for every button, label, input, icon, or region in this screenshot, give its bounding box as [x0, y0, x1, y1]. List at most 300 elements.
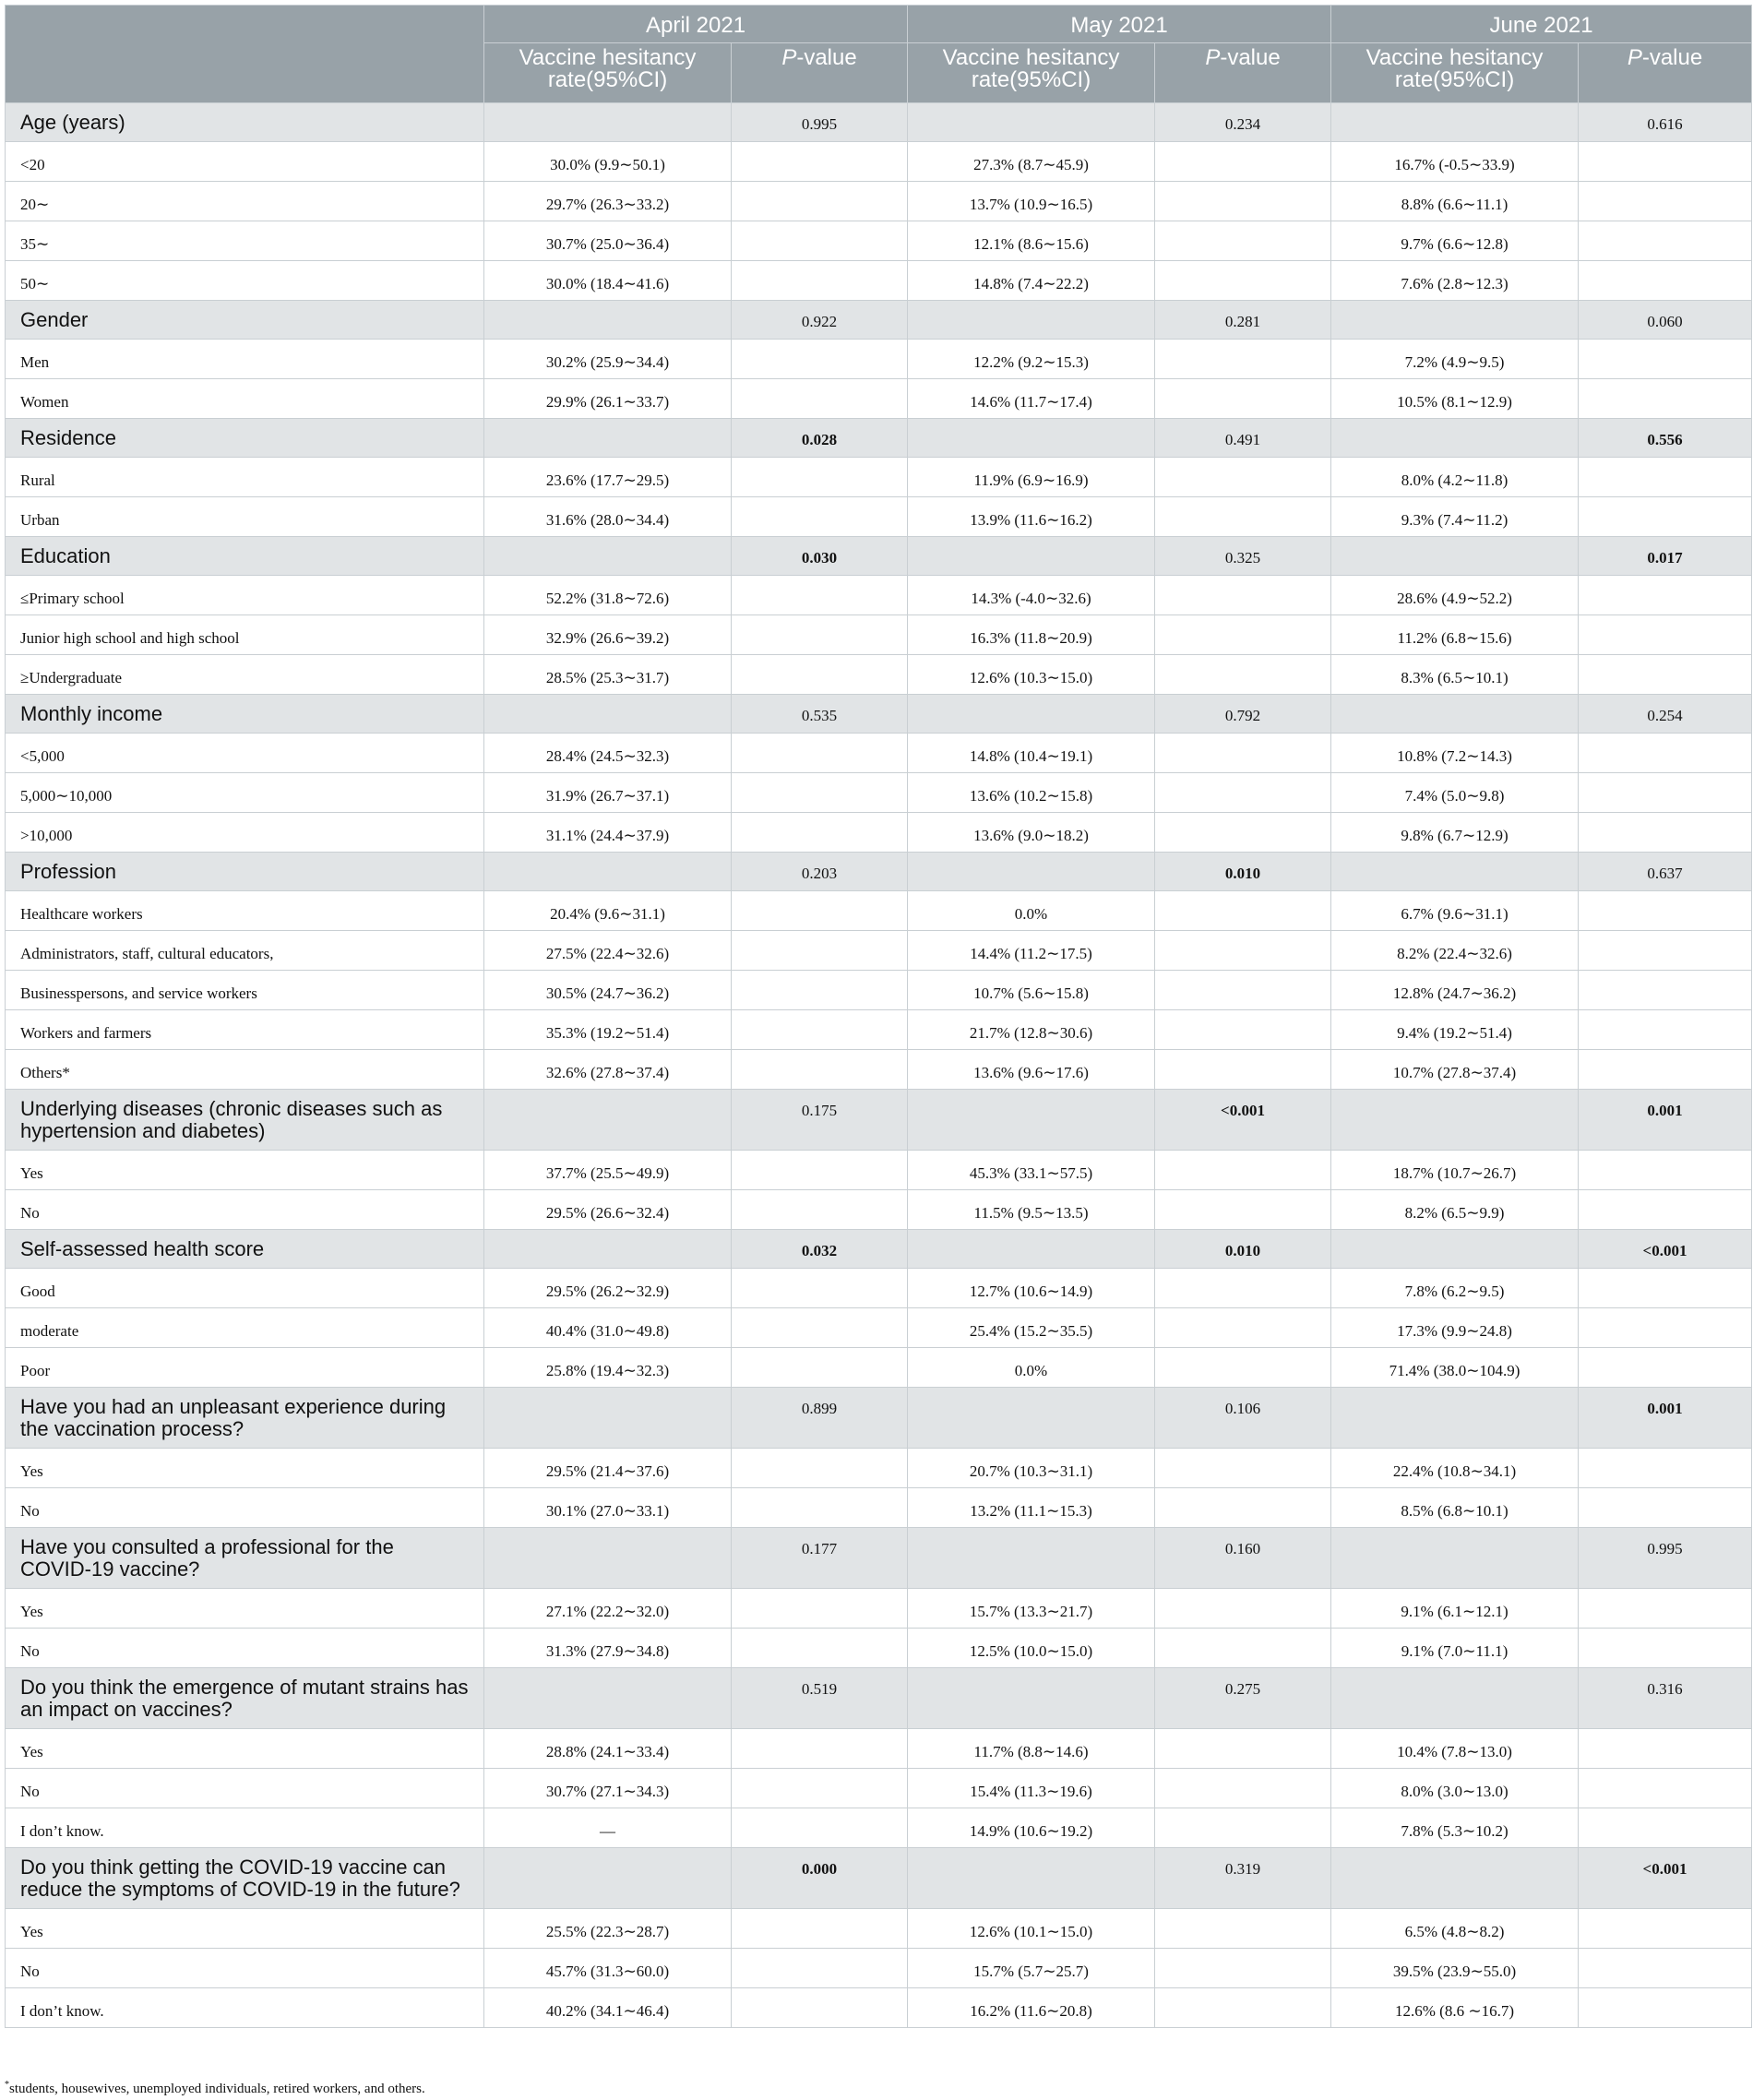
- p-value-empty-cell: [1579, 891, 1752, 931]
- hesitancy-rate-cell: 12.6% (8.6 ∼16.7): [1331, 1988, 1579, 2028]
- hesitancy-rate-cell: 30.7% (27.1∼34.3): [484, 1769, 732, 1808]
- p-italic: P: [1627, 45, 1642, 70]
- p-value-empty-cell: [1155, 379, 1331, 419]
- hesitancy-rate-cell: 8.2% (6.5∼9.9): [1331, 1190, 1579, 1230]
- p-value-empty-cell: [732, 1988, 908, 2028]
- table-row: [6, 1449, 1752, 1488]
- hesitancy-rate-cell: 13.6% (9.6∼17.6): [908, 1050, 1155, 1090]
- p-value-cell: 0.028: [732, 419, 908, 458]
- p-value-cell: 0.275: [1155, 1668, 1331, 1729]
- p-value-cell: 0.001: [1579, 1090, 1752, 1151]
- p-value-empty-cell: [1155, 1449, 1331, 1488]
- row-label: Rural: [6, 458, 484, 497]
- p-value-empty-cell: [732, 1308, 908, 1348]
- p-value-empty-cell: [1579, 1909, 1752, 1949]
- p-value-empty-cell: [1579, 1308, 1752, 1348]
- table-row: [6, 773, 1752, 813]
- p-value-cell: 0.637: [1579, 853, 1752, 891]
- hesitancy-rate-cell: 12.2% (9.2∼15.3): [908, 340, 1155, 379]
- hesitancy-rate-cell: 22.4% (10.8∼34.1): [1331, 1449, 1579, 1488]
- p-value-empty-cell: [732, 261, 908, 301]
- p-value-empty-cell: [1155, 340, 1331, 379]
- hesitancy-rate-cell: 27.1% (22.2∼32.0): [484, 1589, 732, 1629]
- table-row: [6, 1729, 1752, 1769]
- row-label: Others*: [6, 1050, 484, 1090]
- section-empty-cell: [484, 103, 732, 142]
- p-value-cell: 0.177: [732, 1528, 908, 1589]
- section-empty-cell: [1331, 1388, 1579, 1449]
- p-value-empty-cell: [1155, 261, 1331, 301]
- hesitancy-rate-cell: 25.4% (15.2∼35.5): [908, 1308, 1155, 1348]
- hesitancy-rate-cell: 14.6% (11.7∼17.4): [908, 379, 1155, 419]
- section-header-row: [6, 1668, 1752, 1729]
- table-row: [6, 1589, 1752, 1629]
- p-value-cell: 0.060: [1579, 301, 1752, 340]
- p-value-cell: 0.535: [732, 695, 908, 734]
- hesitancy-rate-cell: 12.6% (10.3∼15.0): [908, 655, 1155, 695]
- p-value-cell: 0.017: [1579, 537, 1752, 576]
- hesitancy-rate-cell: 30.2% (25.9∼34.4): [484, 340, 732, 379]
- row-label: Junior high school and high school: [6, 615, 484, 655]
- p-value-empty-cell: [1579, 1488, 1752, 1528]
- p-value-cell: 0.000: [732, 1848, 908, 1909]
- hesitancy-rate-cell: 9.8% (6.7∼12.9): [1331, 813, 1579, 853]
- hesitancy-rate-cell: 40.4% (31.0∼49.8): [484, 1308, 732, 1348]
- hesitancy-rate-cell: 12.8% (24.7∼36.2): [1331, 971, 1579, 1010]
- p-value-empty-cell: [732, 1269, 908, 1308]
- p-value-column-header: [1155, 43, 1331, 103]
- table-row: [6, 1988, 1752, 2028]
- p-value-cell: 0.995: [732, 103, 908, 142]
- hesitancy-rate-cell: 11.5% (9.5∼13.5): [908, 1190, 1155, 1230]
- table-row: [6, 891, 1752, 931]
- p-value-empty-cell: [1155, 1050, 1331, 1090]
- p-value-empty-cell: [732, 1050, 908, 1090]
- p-value-empty-cell: [1579, 182, 1752, 221]
- p-value-empty-cell: [732, 1348, 908, 1388]
- p-value-empty-cell: [732, 142, 908, 182]
- p-value-cell: 0.519: [732, 1668, 908, 1729]
- section-empty-cell: [1331, 1230, 1579, 1269]
- hesitancy-rate-cell: 52.2% (31.8∼72.6): [484, 576, 732, 615]
- section-empty-cell: [908, 1230, 1155, 1269]
- section-empty-cell: [484, 537, 732, 576]
- table-row: [6, 1151, 1752, 1190]
- hesitancy-rate-cell: 12.7% (10.6∼14.9): [908, 1269, 1155, 1308]
- hesitancy-rate-cell: 30.1% (27.0∼33.1): [484, 1488, 732, 1528]
- p-value-empty-cell: [732, 1488, 908, 1528]
- hesitancy-rate-cell: 0.0%: [908, 891, 1155, 931]
- hesitancy-rate-cell: 9.3% (7.4∼11.2): [1331, 497, 1579, 537]
- hesitancy-rate-cell: 71.4% (38.0∼104.9): [1331, 1348, 1579, 1388]
- hesitancy-rate-cell: 29.5% (26.2∼32.9): [484, 1269, 732, 1308]
- p-value-empty-cell: [1155, 1488, 1331, 1528]
- hesitancy-rate-cell: 35.3% (19.2∼51.4): [484, 1010, 732, 1050]
- p-value-empty-cell: [1155, 971, 1331, 1010]
- table-row: [6, 1010, 1752, 1050]
- hesitancy-rate-cell: 14.8% (7.4∼22.2): [908, 261, 1155, 301]
- hesitancy-rate-cell: 11.9% (6.9∼16.9): [908, 458, 1155, 497]
- row-label: No: [6, 1488, 484, 1528]
- hesitancy-rate-cell: 13.2% (11.1∼15.3): [908, 1488, 1155, 1528]
- hesitancy-rate-cell: 45.3% (33.1∼57.5): [908, 1151, 1155, 1190]
- hesitancy-rate-cell: 39.5% (23.9∼55.0): [1331, 1949, 1579, 1988]
- p-value-empty-cell: [1579, 1988, 1752, 2028]
- hesitancy-rate-cell: 13.7% (10.9∼16.5): [908, 182, 1155, 221]
- p-value-empty-cell: [1579, 1808, 1752, 1848]
- p-value-cell: 0.616: [1579, 103, 1752, 142]
- p-value-empty-cell: [732, 655, 908, 695]
- section-empty-cell: [484, 301, 732, 340]
- row-label: 50∼: [6, 261, 484, 301]
- section-empty-cell: [484, 1090, 732, 1151]
- p-value-empty-cell: [1579, 1348, 1752, 1388]
- hesitancy-rate-cell: 9.7% (6.6∼12.8): [1331, 221, 1579, 261]
- table-row: [6, 1629, 1752, 1668]
- hesitancy-rate-cell: 27.3% (8.7∼45.9): [908, 142, 1155, 182]
- row-label: Yes: [6, 1589, 484, 1629]
- p-value-cell: <0.001: [1155, 1090, 1331, 1151]
- p-value-empty-cell: [1155, 1190, 1331, 1230]
- p-value-cell: 0.010: [1155, 1230, 1331, 1269]
- p-value-empty-cell: [1579, 931, 1752, 971]
- hesitancy-rate-cell: 10.8% (7.2∼14.3): [1331, 734, 1579, 773]
- section-empty-cell: [908, 1668, 1155, 1729]
- row-label: No: [6, 1190, 484, 1230]
- hesitancy-rate-cell: 8.0% (3.0∼13.0): [1331, 1769, 1579, 1808]
- section-header-row: [6, 301, 1752, 340]
- p-value-cell: 0.792: [1155, 695, 1331, 734]
- hesitancy-rate-cell: 16.3% (11.8∼20.9): [908, 615, 1155, 655]
- header-blank-cell: [6, 6, 484, 103]
- p-value-empty-cell: [1579, 1769, 1752, 1808]
- hesitancy-rate-cell: 7.4% (5.0∼9.8): [1331, 773, 1579, 813]
- rate-column-header: Vaccine hesitancy rate(95%CI): [484, 43, 732, 103]
- hesitancy-rate-cell: 16.2% (11.6∼20.8): [908, 1988, 1155, 2028]
- p-value-empty-cell: [1579, 1050, 1752, 1090]
- hesitancy-rate-cell: 25.5% (22.3∼28.7): [484, 1909, 732, 1949]
- row-label: Administrators, staff, cultural educators,: [6, 931, 484, 971]
- p-suffix: -value: [1220, 45, 1281, 70]
- section-label: Do you think the emergence of mutant strains has an impact on vaccines?: [6, 1668, 484, 1729]
- row-label: moderate: [6, 1308, 484, 1348]
- section-label: Do you think getting the COVID-19 vaccine can reduce the symptoms of COVID-19 in the future?: [6, 1848, 484, 1909]
- hesitancy-rate-cell: 8.5% (6.8∼10.1): [1331, 1488, 1579, 1528]
- row-label: Men: [6, 340, 484, 379]
- section-label: Education: [6, 537, 484, 576]
- table-row: [6, 1949, 1752, 1988]
- hesitancy-rate-cell: 37.7% (25.5∼49.9): [484, 1151, 732, 1190]
- p-value-empty-cell: [1155, 1629, 1331, 1668]
- section-empty-cell: [908, 695, 1155, 734]
- table-row: [6, 655, 1752, 695]
- section-label: Residence: [6, 419, 484, 458]
- table-row: [6, 1488, 1752, 1528]
- hesitancy-rate-cell: 31.1% (24.4∼37.9): [484, 813, 732, 853]
- p-value-cell: 0.316: [1579, 1668, 1752, 1729]
- hesitancy-rate-cell: 16.7% (-0.5∼33.9): [1331, 142, 1579, 182]
- p-value-empty-cell: [1579, 1589, 1752, 1629]
- section-empty-cell: [908, 419, 1155, 458]
- section-empty-cell: [908, 1528, 1155, 1589]
- section-empty-cell: [908, 853, 1155, 891]
- hesitancy-rate-cell: 7.6% (2.8∼12.3): [1331, 261, 1579, 301]
- p-value-empty-cell: [1155, 734, 1331, 773]
- hesitancy-rate-cell: 25.8% (19.4∼32.3): [484, 1348, 732, 1388]
- table-row: [6, 931, 1752, 971]
- row-label: <20: [6, 142, 484, 182]
- section-label: Have you consulted a professional for the COVID-19 vaccine?: [6, 1528, 484, 1589]
- p-value-empty-cell: [732, 182, 908, 221]
- section-empty-cell: [1331, 853, 1579, 891]
- section-empty-cell: [484, 419, 732, 458]
- hesitancy-rate-cell: 20.7% (10.3∼31.1): [908, 1449, 1155, 1488]
- footnote: [5, 2080, 425, 2097]
- p-value-cell: 0.030: [732, 537, 908, 576]
- hesitancy-rate-cell: 9.1% (6.1∼12.1): [1331, 1589, 1579, 1629]
- p-italic: P: [1205, 45, 1221, 70]
- hesitancy-rate-cell: 14.8% (10.4∼19.1): [908, 734, 1155, 773]
- hesitancy-rate-cell: 28.5% (25.3∼31.7): [484, 655, 732, 695]
- hesitancy-rate-cell: 31.9% (26.7∼37.1): [484, 773, 732, 813]
- hesitancy-rate-cell: 31.3% (27.9∼34.8): [484, 1629, 732, 1668]
- p-value-empty-cell: [1155, 1151, 1331, 1190]
- p-value-cell: 0.899: [732, 1388, 908, 1449]
- row-label: 5,000∼10,000: [6, 773, 484, 813]
- section-empty-cell: [908, 537, 1155, 576]
- p-value-empty-cell: [1579, 497, 1752, 537]
- section-empty-cell: [1331, 537, 1579, 576]
- p-value-empty-cell: [1155, 1269, 1331, 1308]
- row-label: Urban: [6, 497, 484, 537]
- hesitancy-rate-cell: 8.3% (6.5∼10.1): [1331, 655, 1579, 695]
- section-header-row: [6, 419, 1752, 458]
- section-label: Profession: [6, 853, 484, 891]
- row-label: Yes: [6, 1909, 484, 1949]
- p-value-empty-cell: [1155, 1589, 1331, 1629]
- p-value-empty-cell: [732, 497, 908, 537]
- hesitancy-rate-cell: 28.6% (4.9∼52.2): [1331, 576, 1579, 615]
- hesitancy-rate-cell: 6.7% (9.6∼31.1): [1331, 891, 1579, 931]
- hesitancy-rate-cell: 30.7% (25.0∼36.4): [484, 221, 732, 261]
- p-value-empty-cell: [1155, 655, 1331, 695]
- hesitancy-rate-cell: 0.0%: [908, 1348, 1155, 1388]
- p-value-column-header: [1579, 43, 1752, 103]
- footnote-mark: *: [5, 2080, 9, 2090]
- p-value-empty-cell: [732, 1909, 908, 1949]
- hesitancy-rate-cell: 32.6% (27.8∼37.4): [484, 1050, 732, 1090]
- p-value-cell: 0.106: [1155, 1388, 1331, 1449]
- p-value-empty-cell: [732, 813, 908, 853]
- hesitancy-rate-cell: 30.0% (9.9∼50.1): [484, 142, 732, 182]
- section-empty-cell: [484, 1848, 732, 1909]
- row-label: <5,000: [6, 734, 484, 773]
- hesitancy-rate-cell: 28.4% (24.5∼32.3): [484, 734, 732, 773]
- hesitancy-rate-cell: 23.6% (17.7∼29.5): [484, 458, 732, 497]
- p-value-empty-cell: [1579, 1269, 1752, 1308]
- table-row: [6, 379, 1752, 419]
- p-value-empty-cell: [1155, 1909, 1331, 1949]
- table-row: [6, 221, 1752, 261]
- hesitancy-rate-cell: 6.5% (4.8∼8.2): [1331, 1909, 1579, 1949]
- table-row: [6, 458, 1752, 497]
- p-value-cell: 0.491: [1155, 419, 1331, 458]
- p-value-empty-cell: [1155, 891, 1331, 931]
- hesitancy-rate-cell: 21.7% (12.8∼30.6): [908, 1010, 1155, 1050]
- p-value-empty-cell: [1579, 261, 1752, 301]
- p-value-empty-cell: [732, 1151, 908, 1190]
- row-label: No: [6, 1629, 484, 1668]
- p-suffix: -value: [1641, 45, 1703, 70]
- row-label: Businesspersons, and service workers: [6, 971, 484, 1010]
- p-value-cell: 0.254: [1579, 695, 1752, 734]
- table-row: [6, 340, 1752, 379]
- hesitancy-rate-cell: 20.4% (9.6∼31.1): [484, 891, 732, 931]
- p-value-empty-cell: [732, 1949, 908, 1988]
- vaccine-hesitancy-table: [5, 5, 1752, 2028]
- hesitancy-rate-cell: 8.8% (6.6∼11.1): [1331, 182, 1579, 221]
- section-header-row: [6, 1230, 1752, 1269]
- p-value-empty-cell: [1155, 1949, 1331, 1988]
- hesitancy-rate-cell: 12.6% (10.1∼15.0): [908, 1909, 1155, 1949]
- p-value-empty-cell: [732, 1589, 908, 1629]
- row-label: Yes: [6, 1151, 484, 1190]
- p-value-column-header: [732, 43, 908, 103]
- row-label: 20∼: [6, 182, 484, 221]
- hesitancy-rate-cell: 8.0% (4.2∼11.8): [1331, 458, 1579, 497]
- p-value-cell: <0.001: [1579, 1848, 1752, 1909]
- section-header-row: [6, 695, 1752, 734]
- hesitancy-rate-cell: 15.4% (11.3∼19.6): [908, 1769, 1155, 1808]
- p-value-empty-cell: [732, 340, 908, 379]
- section-header-row: [6, 1848, 1752, 1909]
- row-label: Good: [6, 1269, 484, 1308]
- month-header-june: June 2021: [1331, 6, 1752, 43]
- table-body: [6, 103, 1752, 2028]
- p-value-empty-cell: [1579, 221, 1752, 261]
- header-row-months: [6, 6, 1752, 43]
- p-value-empty-cell: [732, 379, 908, 419]
- hesitancy-rate-cell: 14.4% (11.2∼17.5): [908, 931, 1155, 971]
- section-header-row: [6, 103, 1752, 142]
- table-row: [6, 1348, 1752, 1388]
- hesitancy-rate-cell: 29.7% (26.3∼33.2): [484, 182, 732, 221]
- p-value-empty-cell: [732, 615, 908, 655]
- section-header-row: [6, 1090, 1752, 1151]
- month-header-may: May 2021: [908, 6, 1331, 43]
- p-value-empty-cell: [1155, 1308, 1331, 1348]
- p-value-cell: 0.175: [732, 1090, 908, 1151]
- p-value-empty-cell: [1155, 773, 1331, 813]
- section-empty-cell: [1331, 1090, 1579, 1151]
- p-value-cell: 0.032: [732, 1230, 908, 1269]
- p-value-empty-cell: [1155, 497, 1331, 537]
- p-value-empty-cell: [1155, 1348, 1331, 1388]
- section-label: Monthly income: [6, 695, 484, 734]
- section-empty-cell: [484, 1668, 732, 1729]
- section-empty-cell: [908, 1090, 1155, 1151]
- p-value-empty-cell: [1155, 458, 1331, 497]
- hesitancy-rate-cell: 29.5% (26.6∼32.4): [484, 1190, 732, 1230]
- hesitancy-rate-cell: 28.8% (24.1∼33.4): [484, 1729, 732, 1769]
- section-empty-cell: [484, 853, 732, 891]
- row-label: Yes: [6, 1449, 484, 1488]
- table-row: [6, 971, 1752, 1010]
- p-value-empty-cell: [1579, 1190, 1752, 1230]
- p-value-cell: 0.160: [1155, 1528, 1331, 1589]
- p-value-empty-cell: [1579, 813, 1752, 853]
- hesitancy-rate-cell: 14.9% (10.6∼19.2): [908, 1808, 1155, 1848]
- hesitancy-rate-cell: 17.3% (9.9∼24.8): [1331, 1308, 1579, 1348]
- p-value-cell: 0.001: [1579, 1388, 1752, 1449]
- p-value-empty-cell: [1579, 1949, 1752, 1988]
- p-value-cell: 0.234: [1155, 103, 1331, 142]
- p-value-empty-cell: [1579, 1010, 1752, 1050]
- section-label: Self-assessed health score: [6, 1230, 484, 1269]
- section-label: Gender: [6, 301, 484, 340]
- hesitancy-rate-cell: 13.9% (11.6∼16.2): [908, 497, 1155, 537]
- p-value-empty-cell: [1155, 1808, 1331, 1848]
- row-label: Workers and farmers: [6, 1010, 484, 1050]
- section-label: Age (years): [6, 103, 484, 142]
- section-empty-cell: [484, 695, 732, 734]
- table-row: [6, 182, 1752, 221]
- p-value-empty-cell: [1155, 615, 1331, 655]
- rate-column-header: Vaccine hesitancy rate(95%CI): [1331, 43, 1579, 103]
- p-value-empty-cell: [732, 576, 908, 615]
- p-value-empty-cell: [1155, 576, 1331, 615]
- p-value-empty-cell: [1155, 1769, 1331, 1808]
- table-row: [6, 1808, 1752, 1848]
- p-value-empty-cell: [732, 1729, 908, 1769]
- table-row: [6, 1909, 1752, 1949]
- section-header-row: [6, 1388, 1752, 1449]
- hesitancy-rate-cell: 10.5% (8.1∼12.9): [1331, 379, 1579, 419]
- section-header-row: [6, 853, 1752, 891]
- p-value-empty-cell: [1579, 576, 1752, 615]
- p-value-empty-cell: [732, 1449, 908, 1488]
- section-empty-cell: [1331, 1528, 1579, 1589]
- table-row: [6, 576, 1752, 615]
- p-value-cell: <0.001: [1579, 1230, 1752, 1269]
- p-value-empty-cell: [1579, 379, 1752, 419]
- section-empty-cell: [908, 301, 1155, 340]
- section-empty-cell: [908, 1388, 1155, 1449]
- hesitancy-rate-cell: —: [484, 1808, 732, 1848]
- hesitancy-rate-cell: 7.8% (6.2∼9.5): [1331, 1269, 1579, 1308]
- table-row: [6, 1050, 1752, 1090]
- table-row: [6, 142, 1752, 182]
- table-row: [6, 497, 1752, 537]
- hesitancy-rate-cell: 7.2% (4.9∼9.5): [1331, 340, 1579, 379]
- p-value-empty-cell: [732, 773, 908, 813]
- section-empty-cell: [1331, 695, 1579, 734]
- hesitancy-rate-cell: 15.7% (5.7∼25.7): [908, 1949, 1155, 1988]
- hesitancy-rate-cell: 11.2% (6.8∼15.6): [1331, 615, 1579, 655]
- p-value-empty-cell: [1579, 615, 1752, 655]
- rate-column-header: Vaccine hesitancy rate(95%CI): [908, 43, 1155, 103]
- p-value-empty-cell: [732, 458, 908, 497]
- p-value-empty-cell: [732, 734, 908, 773]
- hesitancy-rate-cell: 30.5% (24.7∼36.2): [484, 971, 732, 1010]
- p-value-empty-cell: [732, 931, 908, 971]
- p-value-empty-cell: [1155, 221, 1331, 261]
- p-value-empty-cell: [1579, 142, 1752, 182]
- p-value-empty-cell: [1579, 340, 1752, 379]
- table-row: [6, 1769, 1752, 1808]
- table-row: [6, 261, 1752, 301]
- p-value-cell: 0.556: [1579, 419, 1752, 458]
